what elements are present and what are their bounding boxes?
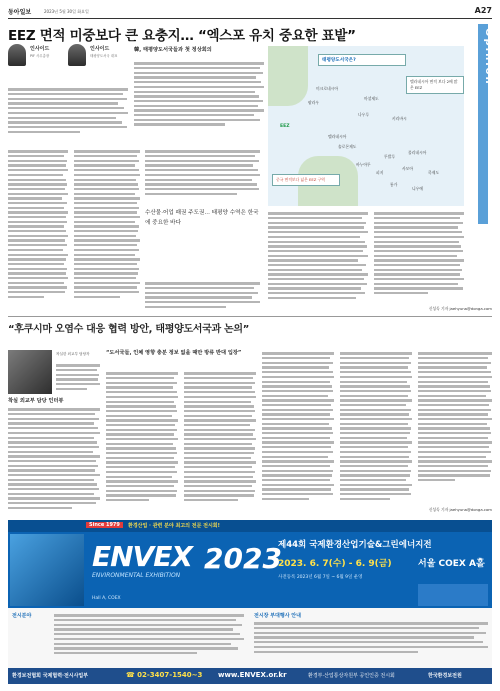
ad-footer-cert: 환경부·산업통상자원부 공인인증 전시회 <box>308 673 395 679</box>
ad-footer-phone: ☎ 02-3407-1540~3 <box>126 671 203 679</box>
interviewee-1-role: PIF 사무총장 <box>30 54 50 58</box>
country-samoa: 사모아 <box>402 166 414 171</box>
ad-footer <box>8 668 492 684</box>
ad-badge-tagline: 환경산업 · 관련 분야 최고의 전문 전시회! <box>128 523 220 529</box>
ad-left-col-text <box>54 612 244 664</box>
masthead <box>8 6 492 19</box>
standfirst: 韓, 태평양도서국들과 첫 정상회의 <box>134 47 212 53</box>
ad-left-col-title: 전시분야 <box>12 613 32 619</box>
map-callout-2 <box>272 174 340 186</box>
article-column-5 <box>374 210 464 305</box>
article-column-4 <box>268 210 368 313</box>
second-subhead-mid: “도서국들, 인체 영향 충분 정보 없을 때만 방류 반대 입장” <box>106 350 242 356</box>
second-intro <box>56 362 100 396</box>
ad-hall-info: Hall A, COEX <box>92 596 121 601</box>
ad-venue: 서울 COEX A홀 <box>418 559 485 569</box>
country-palau: 팔라우 <box>308 100 320 105</box>
map-eez-label: EEZ <box>280 124 290 129</box>
ad-event-title: 제44회 국제환경산업기술&그린에너지전 <box>278 540 432 550</box>
ad-footer-org: 환경보전협회 국제협력·전시사업부 <box>12 673 89 679</box>
top-story-byline: 신성독 기자 jaehyuna@donga.com <box>428 306 492 311</box>
ad-year: 2023 <box>204 542 282 575</box>
page-headline: EEZ 면적 미중보다 큰 요충지… “엑스포 유치 중요한 표밭” <box>8 28 356 44</box>
newspaper-logo: 동아일보 <box>8 9 32 16</box>
ad-early-note: 사전등록 2023년 6월 7일 ~ 6월 9일 운영 <box>278 575 363 580</box>
page-number: A27 <box>474 6 492 15</box>
second-column-1 <box>8 406 100 514</box>
map-landmass-asia <box>268 46 308 106</box>
photo-caption: 착실한 외교부 담당자 <box>56 352 90 356</box>
map-callout-1 <box>406 76 464 94</box>
interviewees <box>8 44 128 78</box>
country-vanuatu: 바누아투 <box>356 162 371 167</box>
ad-title-sub: ENVIRONMENTAL EXHIBITION <box>92 572 181 579</box>
second-column-5 <box>340 350 412 514</box>
second-story-byline: 신성독 기자 jaehyuna@donga.com <box>428 507 492 512</box>
second-headline: “후쿠시마 오염수 대응 협력 방안, 태평양도서국과 논의” <box>8 324 250 335</box>
opinion-tab <box>468 24 492 224</box>
map-label-top <box>318 54 406 66</box>
opinion-label: Opinion <box>483 28 494 86</box>
section-divider <box>8 316 492 317</box>
article-column-3-bottom <box>145 280 260 313</box>
ad-badge-since: Since 1979 <box>86 522 123 528</box>
pull-quote <box>145 208 260 278</box>
country-marshall: 마셜제도 <box>364 96 379 101</box>
ad-right-col-title: 전시장 부대행사 안내 <box>254 613 301 619</box>
ad-banner <box>8 520 492 608</box>
ad-photo-right <box>418 584 488 606</box>
second-column-6 <box>418 350 492 500</box>
interviewee-1 <box>8 44 50 66</box>
interviewee-2-role: 태평양도서국 대표 <box>90 54 118 58</box>
pull-quote-text: 수산물·어업 패권 주도권… 태평양 수역은 한국에 중요한 바다 <box>145 210 259 226</box>
map-title: 태평양도서국은? <box>322 58 356 63</box>
ad-title-block <box>92 542 202 592</box>
envex-advertisement <box>8 520 492 684</box>
ad-dates: 2023. 6. 7(수) - 6. 9(금) <box>278 559 392 569</box>
ad-title: ENVEX <box>92 540 192 573</box>
article-column-2 <box>74 148 140 313</box>
official-photo <box>8 350 52 394</box>
ad-badge-strip <box>8 520 492 532</box>
article-column-1 <box>8 148 68 313</box>
country-nauru: 나우루 <box>358 112 370 117</box>
ad-photo-left <box>10 534 84 606</box>
second-column-3 <box>184 370 256 514</box>
ad-right-col-text <box>254 620 488 664</box>
ad-footer-web[interactable]: www.ENVEX.or.kr <box>218 671 287 679</box>
article-column-3-top <box>145 148 260 203</box>
interviewee-2-photo <box>68 44 86 66</box>
intro-text-2 <box>134 60 264 142</box>
country-fiji: 피지 <box>376 170 384 175</box>
ad-footer-org-2: 한국환경보전원 <box>428 673 462 679</box>
intro-text <box>8 86 128 142</box>
region-melanesia: 멜라네시아 <box>328 134 347 139</box>
ad-info <box>8 608 492 668</box>
country-niue: 니우에 <box>412 186 424 191</box>
map-callout-2-text: 중국 면적보다 넓은 EEZ 구역 <box>276 177 325 182</box>
interviewee-2 <box>68 44 118 66</box>
pacific-map <box>268 46 464 206</box>
country-cook: 쿡제도 <box>428 170 440 175</box>
country-solomon: 솔로몬제도 <box>338 144 357 149</box>
map-callout-1-text: 멜라네시아 면적 보다 2배 많은 EEZ <box>410 79 458 90</box>
interviewee-2-name: 인사이드 <box>90 46 110 52</box>
second-subhead-left: 착실 외교부 담당 인터뷰 <box>8 398 64 404</box>
issue-date: 2023년 5월 30일 화요일 <box>44 9 89 14</box>
region-micronesia: 미크로네시아 <box>316 86 339 91</box>
second-column-2 <box>106 370 178 514</box>
country-tuvalu: 투발루 <box>384 154 396 159</box>
region-polynesia: 폴리네시아 <box>408 150 427 155</box>
country-kiribati: 키리바시 <box>392 116 407 121</box>
interviewee-1-name: 인사이드 <box>30 46 50 52</box>
country-tonga: 통가 <box>390 182 398 187</box>
interviewee-1-photo <box>8 44 26 66</box>
second-column-4 <box>262 350 334 514</box>
